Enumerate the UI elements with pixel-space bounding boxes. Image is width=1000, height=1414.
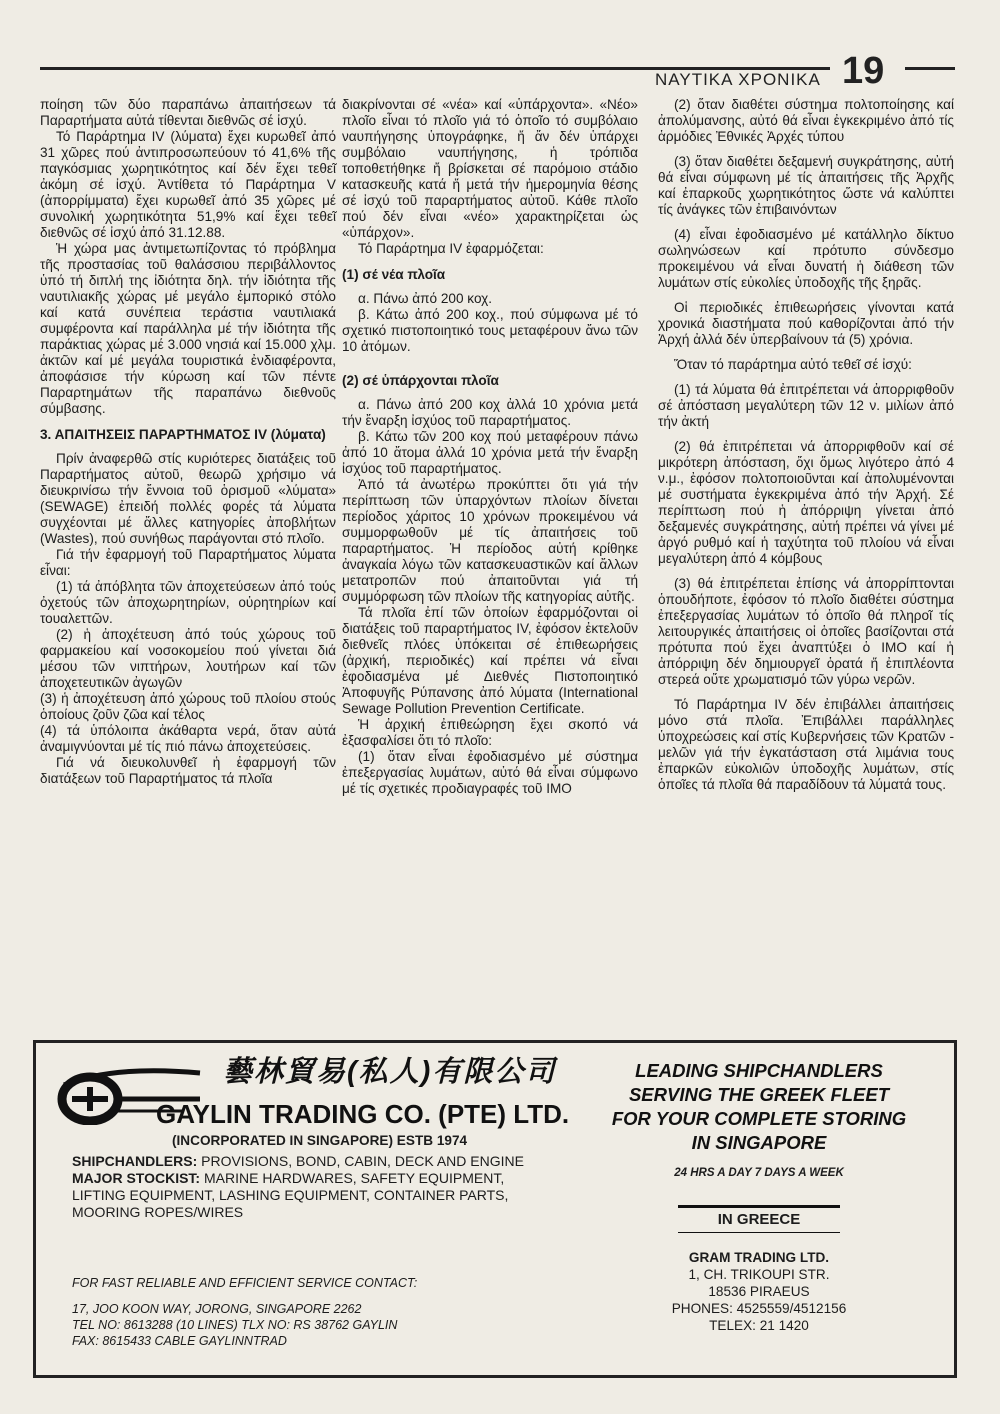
list-item: (4) τά ὑπόλοιπα ἀκάθαρτα νερά, ὅταν αὐτά ἀναμιγνύονται μέ τίς πιό πάνω ἀποχετεύσεις. [40, 723, 336, 754]
slogan-line: FOR YOUR COMPLETE STORING [611, 1108, 907, 1129]
paragraph: Ὅταν τό παράρτημα αὐτό τεθεῖ σέ ἰσχύ: [674, 357, 912, 372]
list-item: β. Κάτω ἀπό 200 κοχ., πού σύμφωνα μέ τό σχετικό πιστοποιητικό τους μεταφέρουν ἄνω τῶν 10 ἀτόμων. [342, 307, 638, 354]
header-rule-right [905, 67, 955, 70]
list-item: (2) ὅταν διαθέτει σύστημα πολτοποίησης καί ἀπολύμανσης, αὐτό θά εἶναι ἐγκεκριμένο ἀπό τίς ἁρμόδιες Ἐθνικές Ἀρχές τύπου [658, 97, 954, 144]
paragraph: Τό Παράρτημα IV ἐφαρμόζεται: [358, 241, 544, 256]
contact-heading: FOR FAST RELIABLE AND EFFICIENT SERVICE CONTACT: [72, 1276, 418, 1290]
list-item: (1) ὅταν εἶναι ἐφοδιασμένο μέ σύστημα ἐπεξεργασίας λυμάτων, αὐτό θά εἶναι σύμφωνο μέ τίς σχετικές προδιαγραφές τοῦ IMO [342, 749, 638, 796]
paragraph: Τά πλοῖα ἐπί τῶν ὁποίων ἐφαρμόζονται οἱ διατάξεις τοῦ παραρτήματος IV, ἐφόσον ἐκτελοῦν διεθνεῖς πλόες ὑπόκειται σέ ἐπιθεωρήσεις (ἀρχική, περιοδικές) καί πρέπει νά εἶναι ἐφοδιασμένα μέ Διεθνές Πιστοποιητικό Ἀποφυγῆς Ρύπανσης ἀπό λύματα (International Sewage Pollution Prevention Certificate. [342, 605, 638, 716]
stockist-text: MARINE HARDWARES, SAFETY EQUIPMENT, [203, 1170, 505, 1186]
paragraph: ποίηση τῶν δύο παραπάνω ἀπαιτήσεων τά Παραρτήματα αὐτά τίθενται διεθνῶς σέ ἰσχύ. [40, 97, 336, 128]
list-item: (3) ἡ ἀποχέτευση ἀπό χώρους τοῦ πλοίου στούς ὁποίους ζοῦν ζῶα καί τέλος [40, 691, 336, 722]
hours-line: 24 HRS A DAY 7 DAYS A WEEK [674, 1167, 844, 1179]
paragraph: Τό Παράρτημα IV δέν ἐπιβάλλει ἀπαιτήσεις μόνο στά πλοῖα. Ἐπιβάλλει παράλληλες ὑποχρεώσεις καί στίς Κυβερνήσεις τῶν Κρατῶν - μελῶν γιά τήν ἐγκατάσταση στά λιμάνια τους ἐπαρκῶν εὐκολιῶν ὑποδοχῆς λυμάτων, στίς ὁποῖες τά πλοῖα θά παραδίδουν τά λύματά τους. [658, 697, 954, 792]
shipchandlers-line [72, 1153, 542, 1170]
shipchandlers-text: PROVISIONS, BOND, CABIN, DECK AND ENGINE [201, 1153, 524, 1169]
shipchandlers-label: SHIPCHANDLERS: [72, 1153, 198, 1169]
paragraph: Τό Παράρτημα IV (λύματα) ἔχει κυρωθεῖ ἀπό 31 χῶρες πού ἀντιπροσωπεύουν τό 41,6% τῆς παγκόσμιας χωρητικότητος καί δέν ἔχει τεθεῖ ἀκόμη σέ ἰσχύ. Ἀντίθετα τό Παράρτημα V (ἀπορρίμματα) ἔχει κυρωθεῖ ἀπό 35 χῶρες μέ συνολική χωρητικότητα 51,9% καί ἔχει τεθεῖ διεθνῶς σέ ἰσχύ ἀπό 31.12.88. [40, 129, 336, 240]
company-chinese-name: 藝林貿易(私人)有限公司 [223, 1056, 557, 1088]
address-line: 17, JOO KOON WAY, JORONG, SINGAPORE 2262 [72, 1302, 362, 1316]
list-item: (4) εἶναι ἐφοδιασμένο μέ κατάλληλο δίκτυο σωληνώσεων καί πρότυπο σύνδεσμο προκειμένου νά εἶναι δυνατή ἡ διάθεση τῶν λυμάτων στίς εὐκολίες ὑποδοχῆς τῆς ξηρᾶς. [658, 227, 954, 290]
stockist-label: MAJOR STOCKIST: [72, 1170, 201, 1186]
list-item: (3) θά ἐπιτρέπεται ἐπίσης νά ἀπορρίπτονται ὁπουδήποτε, ἐφόσον τό πλοῖο διαθέτει σύστημα ἐπεξεργασίας λυμάτων τό ὁποῖο θά πληροῖ τίς λειτουργικές ἀπαιτήσεις οἱ ὁποῖες βασίζονται στά πρότυπα πού ἔχει ἀναπτύξει ὁ IMO καί ἡ ἀπόρριψη δέν δημιουργεῖ ὁρατά ἤ ἐπιπλέοντα στερεά οὔτε χρωματισμό τῶν γύρω νερῶν. [658, 576, 954, 687]
list-item: β. Κάτω τῶν 200 κοχ πού μεταφέρουν πάνω ἀπό 10 ἄτομα ἀλλά 10 χρόνια μετά τήν ἔναρξη ἰσχύος τοῦ παραρτήματος. [342, 429, 638, 476]
subheading: (2) σέ ὑπάρχονται πλοῖα [342, 373, 499, 388]
slogan-line: SERVING THE GREEK FLEET [628, 1084, 890, 1105]
greece-heading: IN GREECE [717, 1211, 801, 1228]
list-item: (1) τά ἀπόβλητα τῶν ἀποχετεύσεων ἀπό τούς ὀχετούς τῶν ἀποχωρητηρίων, οὐρητηρίων καί τουαλεττῶν. [40, 579, 336, 626]
article-column-1 [40, 97, 336, 787]
slogan-line: LEADING SHIPCHANDLERS [635, 1060, 883, 1081]
paragraph: Γιά τήν ἐφαρμογή τοῦ Παραρτήματος λύματα εἶναι: [40, 547, 336, 578]
greece-contact-block [591, 1249, 927, 1334]
divider [678, 1205, 840, 1208]
paragraph: Πρίν ἀναφερθῶ στίς κυριότερες διατάξεις τοῦ Παραρτήματος αὐτοῦ, θεωρῶ χρήσιμο νά διευκρινίσω τήν ἔννοια τοῦ ὁρισμοῦ «λύματα» (SEWAGE) ἐπειδή πολλές φορές τά λύματα συγχέονται μέ ἄλλες κατηγορίες ἀποβλήτων (Wastes), πού συνήθως παράγονται στό πλοῖο. [40, 451, 336, 546]
paragraph: Ἀπό τά ἀνωτέρω προκύπτει ὅτι γιά τήν περίπτωση τῶν ὑπαρχόντων πλοίων δίνεται περίοδος χάριτος 10 χρόνων προκειμένου νά συμμορφωθοῦν μέ τίς ἀπαιτήσεις τοῦ παραρτήματος. Ἡ περίοδος αὐτή κρίθηκε ἀναγκαία λόγω τῶν κατασκευαστικῶν καί ἄλλων μετατροπῶν πού ἀπαιτοῦνται γιά τή συμμόρφωση τῶν πλοίων τῆς κατηγορίας αὐτῆς. [342, 477, 638, 604]
slogan-line: IN SINGAPORE [691, 1132, 827, 1153]
services-block [72, 1153, 542, 1221]
greece-address: 1, CH. TRIKOUPI STR. [688, 1267, 830, 1282]
list-item: (3) ὅταν διαθέτει δεξαμενή συγκράτησης, αὐτή θά εἶναι σύμφωνη μέ τίς ἀπαιτήσεις τῆς Ἀρχῆς καί ἐπαρκοῦς χωρητικότητος ὥστε νά καλύπτει τίς ἀνάγκες τῶν ἐπιβαινόντων [658, 154, 954, 217]
list-item: (2) θά ἐπιτρέπεται νά ἀπορριφθοῦν καί σέ μικρότερη ἀπόσταση, ὄχι ὅμως λιγότερο ἀπό 4 ν.μ., ἐφόσον πολτοποιοῦνται καί ἀπολυμένονται μέ συστήματα ἐγκεκριμένα ἀπό τήν Ἀρχή. Σέ περίπτωση πού ἡ ἀπόρριψη γίνεται ἀπό δεξαμενές συγκράτησης, αὐτή πρέπει νά γίνει μέ ἀργό ρυθμό καί ἡ ταχύτητα τοῦ πλοίου νά εἶναι μεγαλύτερη ἀπό 4 κόμβους [658, 439, 954, 566]
paragraph: Οἱ περιοδικές ἐπιθεωρήσεις γίνονται κατά χρονικά διαστήματα πού καθορίζονται ἀπό τήν Ἀρχή ἀλλά δέν ὑπερβαίνουν τά (5) χρόνια. [658, 300, 954, 347]
paragraph: διακρίνονται σέ «νέα» καί «ὑπάρχοντα». «Νέο» πλοῖο εἶναι τό πλοῖο γιά τό ὁποῖο τό συμβόλαιο ναυπήγησης ὑπογράφηκε, ἤ ἄν δέν ὑπάρχει συμβόλαιο ναυπήγησης, ἡ τρόπιδα τοποθετήθηκε ἤ βρίσκεται σέ παρόμοιο στάδιο κατασκευῆς κατά ἤ μετά τήν ἡμερομηνία θέσης σέ ἰσχύ τοῦ παραρτήματος αὐτοῦ. Κάθε πλοῖο πού δέν εἶναι «νέο» χαρακτηρίζεται ὡς «ὑπάρχον». [342, 97, 638, 240]
list-item: (2) ἡ ἀποχέτευση ἀπό τούς χώρους τοῦ φαρμακείου καί νοσοκομείου πού γίνεται διά μέσου τῶν νιπτήρων, λουτήρων καί τῶν ἀποχετευτικῶν ἀγωγῶν [40, 627, 336, 690]
slogan [591, 1059, 927, 1155]
divider [678, 1232, 840, 1233]
paragraph: Γιά νά διευκολυνθεῖ ἡ ἐφαρμογή τῶν διατάξεων τοῦ Παραρτήματος τά πλοῖα [40, 755, 336, 786]
paragraph: Ἡ ἀρχική ἐπιθεώρηση ἔχει σκοπό νά ἐξασφαλίσει ὅτι τό πλοῖο: [342, 717, 638, 748]
incorporated-line: (INCORPORATED IN SINGAPORE) ESTB 1974 [172, 1133, 468, 1148]
greece-phones: PHONES: 4525559/4512156 [671, 1301, 847, 1316]
masthead: ΝΑΥΤΙΚΑ ΧΡΟΝΙΚΑ [655, 70, 821, 89]
greece-company: GRAM TRADING LTD. [688, 1250, 830, 1265]
phone-line: TEL NO: 8613288 (10 LINES) TLX NO: RS 38762 GAYLIN [72, 1318, 398, 1332]
page-number: 19 [842, 50, 885, 92]
stockist-line-2: LIFTING EQUIPMENT, LASHING EQUIPMENT, CONTAINER PARTS, MOORING ROPES/WIRES [72, 1187, 509, 1220]
company-name: GAYLIN TRADING CO. (PTE) LTD. [156, 1099, 570, 1129]
greece-telex: TELEX: 21 1420 [709, 1318, 809, 1333]
fax-line: FAX: 8615433 CABLE GAYLINNTRAD [72, 1334, 287, 1348]
greece-city: 18536 PIRAEUS [708, 1284, 810, 1299]
list-item: (1) τά λύματα θά ἐπιτρέπεται νά ἀπορριφθοῦν σέ ἀπόσταση μεγαλύτερη τῶν 12 ν. μιλίων ἀπό τήν ἀκτή [658, 382, 954, 429]
stockist-line [72, 1170, 542, 1187]
article-column-2 [342, 97, 638, 797]
article-column-3 [658, 97, 954, 793]
advertisement-box [33, 1040, 957, 1378]
address-block [72, 1301, 397, 1349]
list-item: α. Πάνω ἀπό 200 κοχ ἀλλά 10 χρόνια μετά τήν ἔναρξη ἰσχύος τοῦ παραρτήματος. [342, 397, 638, 428]
subheading: (1) σέ νέα πλοῖα [342, 267, 446, 282]
paragraph: Ἡ χώρα μας ἀντιμετωπίζοντας τό πρόβλημα τῆς προστασίας τοῦ θαλάσσιου περιβάλλοντος ὑπό τή διπλή της ἰδιότητα δηλ. τήν ἰδιότητα τῆς ναυτιλιακῆς χώρας μέ μεγάλο ἐμπορικό στόλο καί κατά συνέπεια τεράστια ναυτιλιακά συμφέροντα καί παράλληλα μέ τήν ἰδιότητα τῆς παράκτιας χώρας μέ 3.000 νησιά καί 15.000 χλμ. ἀκτῶν καί μέ μεγάλα τουριστικά ἐνδιαφέροντα, ἀποφάσισε τήν κύρωση καί τῶν πέντε Παραρτημάτων τῆς παραπάνω διεθνοῦς σύμβασης. [40, 241, 336, 416]
section-heading: 3. ΑΠΑΙΤΗΣΕΙΣ ΠΑΡΑΡΤΗΜΑΤΟΣ IV (λύματα) [40, 427, 326, 442]
list-item: α. Πάνω ἀπό 200 κοχ. [358, 291, 493, 306]
